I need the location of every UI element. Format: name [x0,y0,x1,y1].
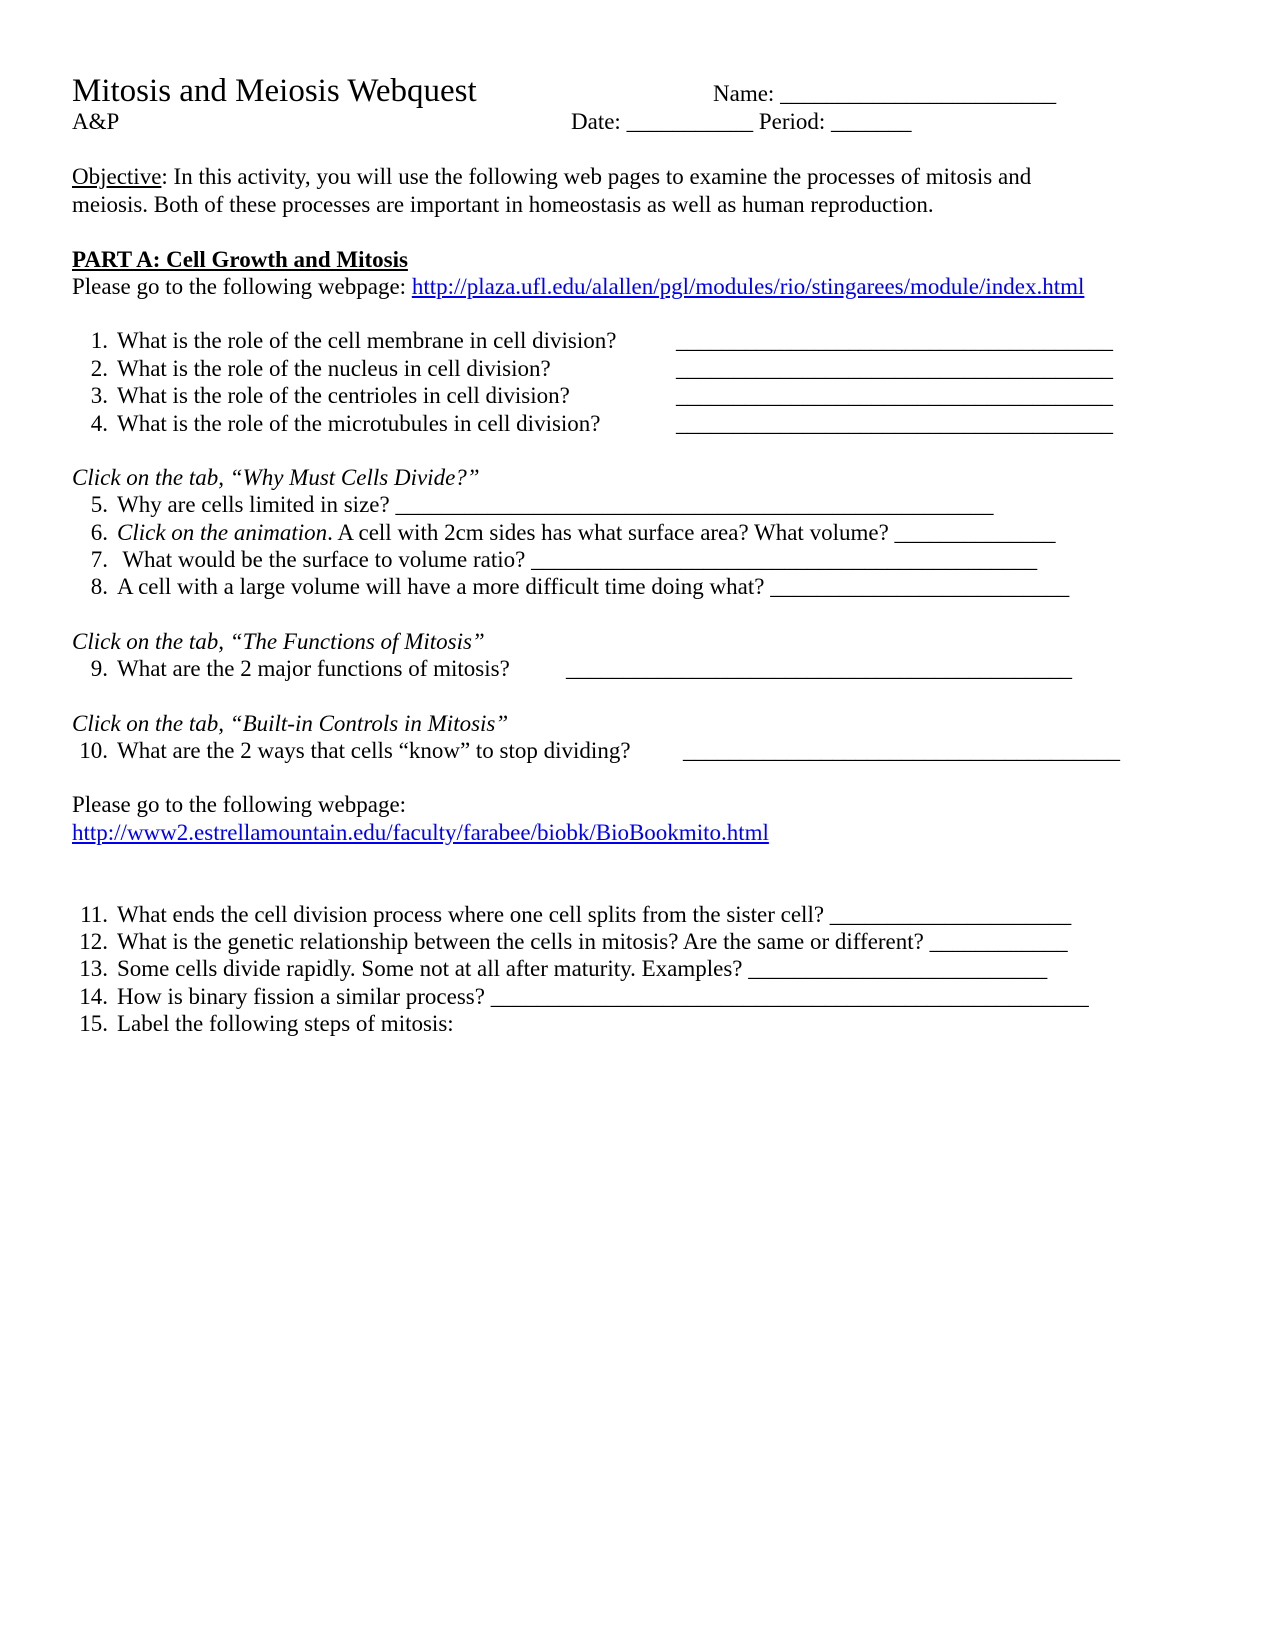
answer-blank[interactable]: ____________________________________________________ [395,492,994,517]
answer-blank[interactable]: ______________________________________ [676,383,1113,408]
objective-line-2: meiosis. Both of these processes are important in homeostasis as well as human reproduction. [72,192,934,217]
period-label: Period: [758,109,826,134]
name-label: Name: [713,81,775,106]
date-label: Date: [571,109,621,134]
page-title: Mitosis and Meiosis Webquest [72,73,477,109]
answer-blank[interactable]: __________________________ [770,574,1070,599]
tab-instruction-controls: Click on the tab, “Built-in Controls in Mitosis” [72,711,509,736]
answer-blank[interactable]: ______________________________________ [676,328,1113,353]
period-blank[interactable]: _______ [831,109,912,134]
list-item: 8. A cell with a large volume will have a more difficult time doing what? __________________________ [90,574,1070,599]
answer-blank[interactable]: ____________________________________________ [531,547,1038,572]
list-item: 15. Label the following steps of mitosis: [79,1011,454,1036]
list-item: 1. What is the role of the cell membrane in cell division? [90,328,617,353]
objective-line-1: Objective: In this activity, you will use the following web pages to examine the processes of mitosis and [72,164,1032,189]
list-item: 6. Click on the animation. A cell with 2cm sides has what surface area? What volume? ______________ [90,520,1056,545]
list-item: 2. What is the role of the nucleus in cell division? [90,356,551,381]
list-item: 13. Some cells divide rapidly. Some not at all after maturity. Examples? __________________________ [79,956,1048,981]
list-item: 7. What would be the surface to volume ratio? ____________________________________________ [90,547,1038,572]
date-blank[interactable]: ___________ [626,109,754,134]
list-item: 12. What is the genetic relationship between the cells in mitosis? Are the same or different? ____________ [79,929,1068,954]
answer-blank[interactable]: _____________________ [829,902,1072,927]
answer-blank[interactable]: ____________________________________________ [566,656,1072,681]
list-item: 3. What is the role of the centrioles in cell division? [90,383,570,408]
objective-label: Objective [72,164,162,189]
answer-blank[interactable]: ______________________________________ [676,411,1113,436]
answer-blank[interactable]: ____________ [929,929,1068,954]
part-a-link[interactable]: http://plaza.ufl.edu/alallen/pgl/modules/rio/stingarees/module/index.html [411,274,1085,299]
name-field[interactable] [713,80,1056,107]
answer-blank[interactable]: __________________________ [748,956,1048,981]
answer-blank[interactable]: ______________ [894,520,1056,545]
tab-instruction-why-divide: Click on the tab, “Why Must Cells Divide?” [72,465,480,490]
date-period-row [571,108,912,135]
part-a-intro: Please go to the following webpage: http://plaza.ufl.edu/alallen/pgl/modules/rio/stingarees/module/index.html [72,274,1085,299]
part-b-intro: Please go to the following webpage: [72,792,407,817]
tab-instruction-functions: Click on the tab, “The Functions of Mitosis” [72,629,485,654]
list-item: 9. What are the 2 major functions of mitosis? [90,656,510,681]
list-item: 11. What ends the cell division process where one cell splits from the sister cell? _____________________ [80,902,1072,927]
answer-blank[interactable]: ______________________________________ [683,738,1120,763]
list-item: 10. What are the 2 ways that cells “know” to stop dividing? [79,738,631,763]
list-item: 5. Why are cells limited in size? ____________________________________________________ [90,492,994,517]
part-a-heading: PART A: Cell Growth and Mitosis [72,247,408,272]
answer-blank[interactable]: ______________________________________ [676,356,1113,381]
part-b-link[interactable]: http://www2.estrellamountain.edu/faculty/farabee/biobk/BioBookmito.html [72,820,769,845]
list-item: 4. What is the role of the microtubules in cell division? [90,411,601,436]
answer-blank[interactable]: ____________________________________________________ [490,984,1089,1009]
name-blank[interactable]: ________________________ [780,81,1057,106]
course-label: A&P [72,109,120,134]
list-item: 14. How is binary fission a similar process? ____________________________________________________ [79,984,1089,1009]
